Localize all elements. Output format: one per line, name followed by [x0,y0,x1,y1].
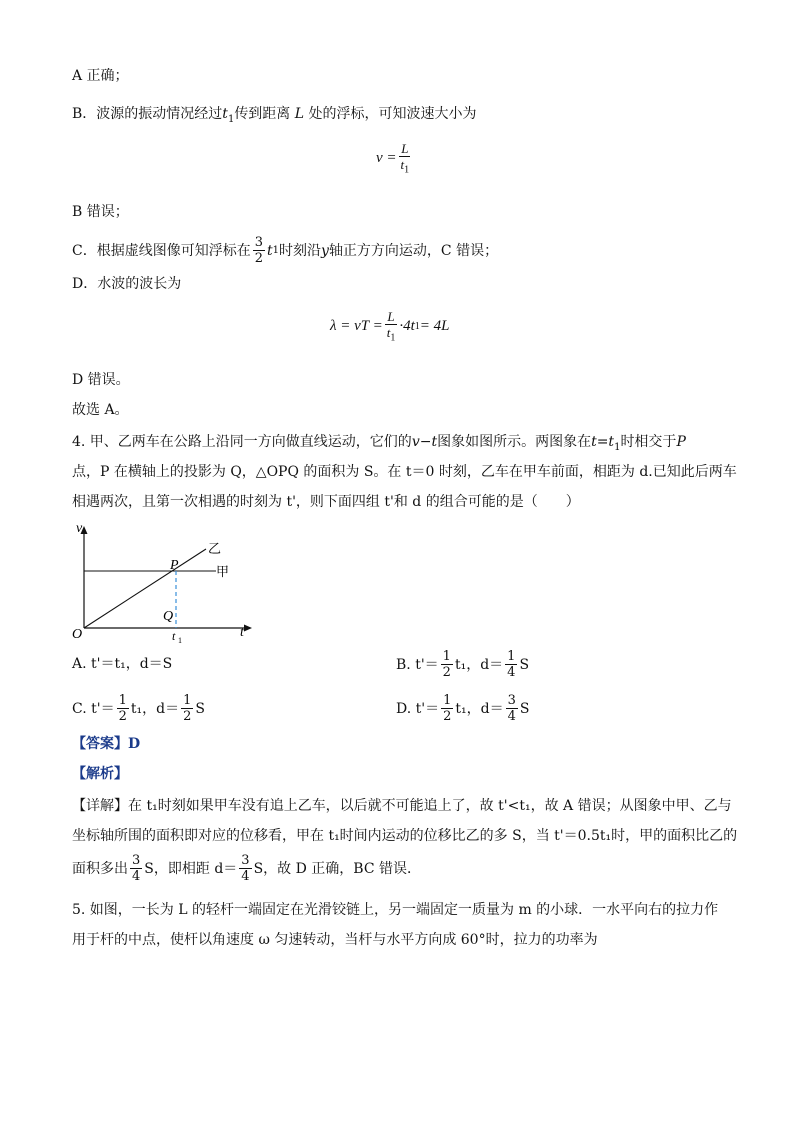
point-p-label: P [170,558,179,573]
t1-label: t [172,629,176,643]
detail-line-2: 坐标轴所围的面积即对应的位移看，甲在 t₁时间内运动的位移比乙的多 S，当 t'＝0.5t₁时，甲的面积比乙的 [72,828,738,844]
option-a: A. t'＝t₁，d＝S [72,656,173,672]
q4-line-3: 相遇两次，且第一次相遇的时刻为 t'，则下面四组 t'和 d 的组合可能的是（ ） [72,494,580,510]
line-c: C．根据虚线图像可知浮标在 $\frac{3}{2}$ t 1 时刻沿 y 轴正方方向运动，C 错误； [72,235,499,266]
option-c: C. t'＝ $\frac{1}{2}$ t₁，d＝ $\frac{1}{2}$ S [72,693,205,724]
t1-sub-label: 1 [178,636,182,645]
line-yi [84,549,206,628]
origin-label: O [72,627,83,642]
t-axis-arrow [244,625,252,632]
equation-wavelength: λ = vT = $\frac{L}{t_1}$ ·4t 1 = 4L [330,309,450,344]
line-d-wrong: D 错误。 [72,372,130,388]
detail-line-3: 面积多出 $\frac{3}{4}$ S，即相距 d＝ $\frac{3}{4}$ S，故 D 正确，BC 错误． [72,853,422,884]
q4-line-2: 点，P 在横轴上的投影为 Q，△OPQ 的面积为 S。在 t＝0 时刻，乙车在甲车前面，相距为 d.已知此后两车 [72,464,737,480]
point-q-label: Q [163,609,174,624]
line-choose: 故选 A。 [72,402,129,418]
equation-wave-speed: v = $\frac{L}{t_1}$ [376,141,410,176]
v-axis-label: v [76,521,83,536]
option-b: B. t'＝ $\frac{1}{2}$ t₁，d＝ $\frac{1}{4}$ S [396,649,530,680]
vt-graph [66,516,266,646]
line-a-correct: A 正确； [72,68,129,84]
yi-label: 乙 [208,541,222,556]
line-b-wrong: B 错误； [72,204,129,220]
answer-label: 【答案】D [72,736,141,752]
q5-line-2: 用于杆的中点，使杆以角速度 ω 匀速转动，当杆与水平方向成 60°时，拉力的功率为 [72,932,598,948]
line-d-intro: D．水波的波长为 [72,276,182,292]
analysis-label: 【解析】 [72,766,128,782]
option-d: D. t'＝ $\frac{1}{2}$ t₁，d＝ $\frac{3}{4}$ S [396,693,530,724]
q4-line-1: 4. 甲、乙两车在公路上沿同一方向做直线运动，它们的v−t图象如图所示。两图象在$t=t_1$时相交于P [72,434,686,453]
jia-label: 甲 [216,564,230,579]
q5-line-1: 5. 如图，一长为 L 的轻杆一端固定在光滑铰链上，另一端固定一质量为 m 的小球．一水平向右的拉力作 [72,902,719,918]
detail-line-1: 【详解】在 t₁时刻如果甲车没有追上乙车，以后就不可能追上了，故 t'<t₁，故 A 错误；从图象中甲、乙与 [72,798,732,814]
t-axis-label: t [240,625,244,640]
line-b-intro: B．波源的振动情况经过$t_1$传到距离 L 处的浮标，可知波速大小为 [72,106,477,125]
